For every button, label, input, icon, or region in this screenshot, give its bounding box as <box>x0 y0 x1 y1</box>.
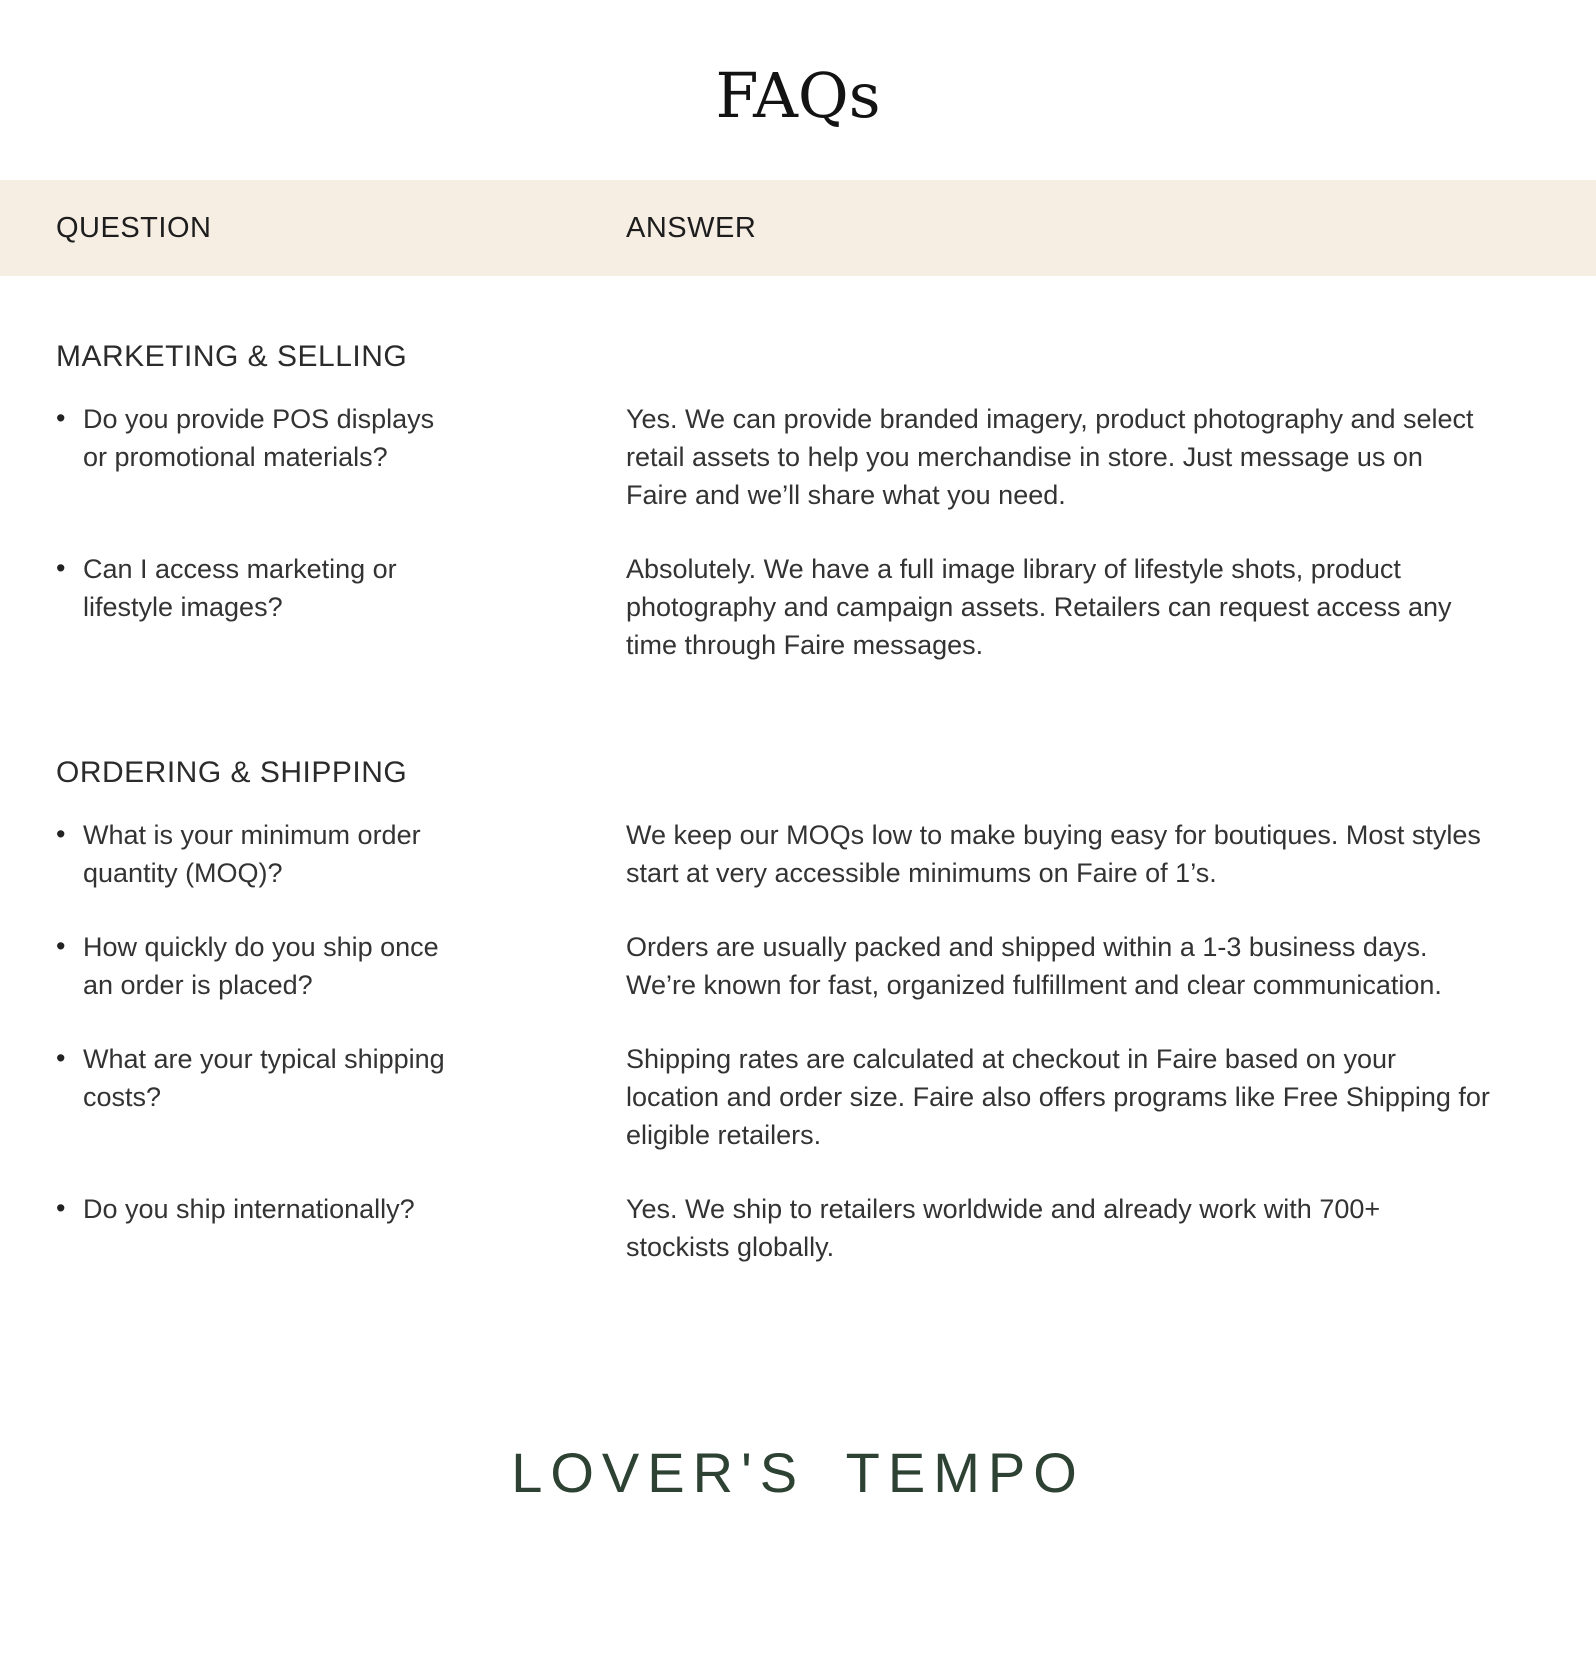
question-cell <box>56 1190 448 1266</box>
bullet-icon: • <box>56 553 66 584</box>
question-cell <box>56 928 448 1004</box>
question-text: How quickly do you ship once an order is placed? <box>83 932 439 1001</box>
question-cell <box>56 816 448 892</box>
brand-logo: LOVER'S TEMPO <box>511 1441 1085 1504</box>
section-ordering-shipping <box>56 756 1490 1266</box>
answer-text: Yes. We ship to retailers worldwide and already work with 700+ stockists globally. <box>626 1194 1381 1263</box>
faq-row <box>56 1190 1490 1266</box>
question-text: Do you provide POS displays or promotional materials? <box>83 404 435 473</box>
answer-column-header: ANSWER <box>626 211 757 244</box>
bullet-icon: • <box>56 819 66 850</box>
answer-text: Orders are usually packed and shipped within a 1-3 business days. We’re known for fast, organized fulfillment and clear communication. <box>626 932 1442 1001</box>
question-column-header: QUESTION <box>56 211 212 244</box>
faq-row <box>56 816 1490 892</box>
bullet-icon: • <box>56 403 66 434</box>
faq-row <box>56 928 1490 1004</box>
faq-row <box>56 550 1490 664</box>
bullet-icon: • <box>56 931 66 962</box>
section-heading: ORDERING & SHIPPING <box>56 756 408 790</box>
answer-text: Absolutely. We have a full image library of lifestyle shots, product photography and campaign assets. Retailers can request access any time through Faire messages. <box>626 554 1452 661</box>
question-cell <box>56 1040 448 1154</box>
faq-row <box>56 1040 1490 1154</box>
faq-row <box>56 400 1490 514</box>
faq-content <box>0 340 1596 1266</box>
question-text: What are your typical shipping costs? <box>83 1044 445 1113</box>
bullet-icon: • <box>56 1193 66 1224</box>
answer-text: Yes. We can provide branded imagery, product photography and select retail assets to help you merchandise in store. Just message us on Faire and we’ll share what you need. <box>626 404 1474 511</box>
answer-text: Shipping rates are calculated at checkout in Faire based on your location and order size. Faire also offers programs like Free Shipping for eligible retailers. <box>626 1044 1490 1151</box>
answer-text: We keep our MOQs low to make buying easy for boutiques. Most styles start at very accessible minimums on Faire of 1’s. <box>626 820 1481 889</box>
page-title: FAQs <box>715 59 881 132</box>
section-heading: MARKETING & SELLING <box>56 340 408 374</box>
question-cell <box>56 400 448 514</box>
question-text: What is your minimum order quantity (MOQ)? <box>83 820 421 889</box>
question-text: Can I access marketing or lifestyle images? <box>83 554 397 623</box>
table-header-band <box>0 180 1596 276</box>
question-cell <box>56 550 448 664</box>
section-marketing-selling <box>56 340 1490 664</box>
question-text: Do you ship internationally? <box>83 1194 415 1225</box>
bullet-icon: • <box>56 1043 66 1074</box>
